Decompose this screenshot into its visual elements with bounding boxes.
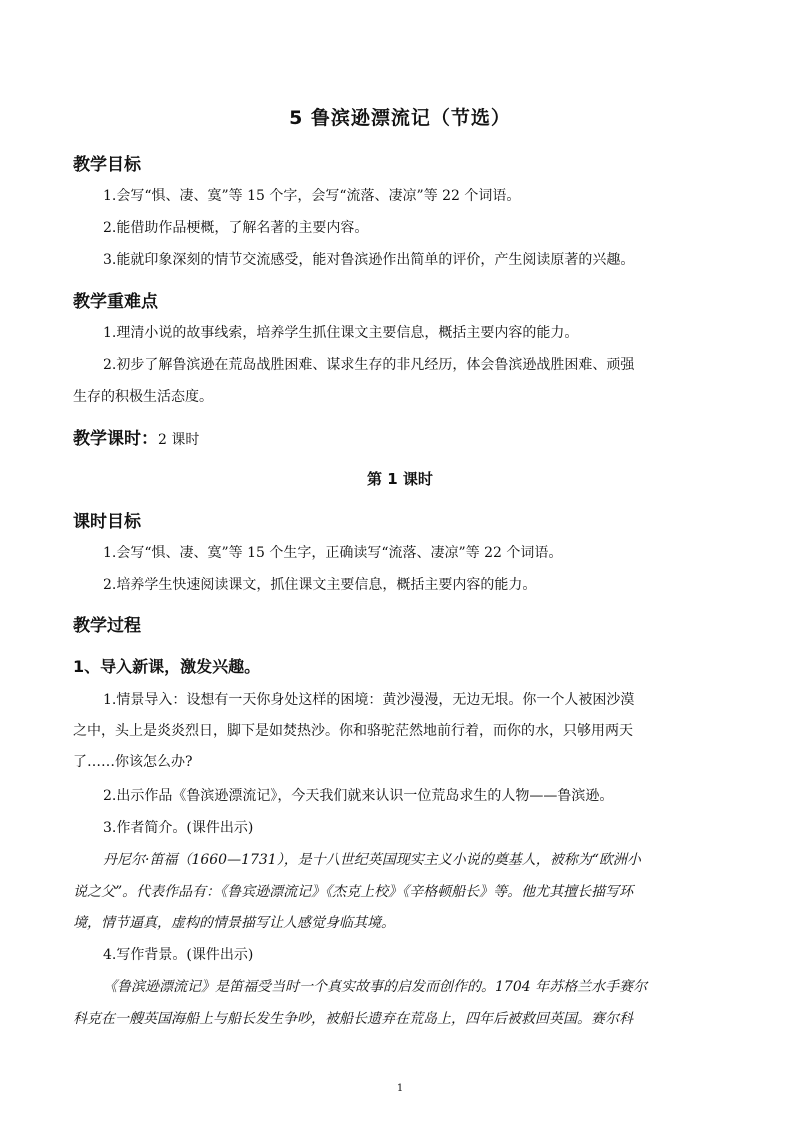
process-line-2: 之中，头上是炎炎烈日，脚下是如焚热沙。你和骆驼茫然地前行着，而你的水，只够用两天 <box>73 723 633 739</box>
process-line-1: 1.情景导入：设想有一天你身处这样的困境：黄沙漫漫，无边无垠。你一个人被困沙漠 <box>103 692 635 708</box>
hours-value: 2 课时 <box>158 432 200 448</box>
difficulty-item-2: 2.初步了解鲁滨逊在荒岛战胜困难、谋求生存的非凡经历，体会鲁滨逊战胜困难、顽强 <box>103 357 635 373</box>
goal-item-3: 3.能就印象深刻的情节交流感受，能对鲁滨逊作出简单的评价，产生阅读原著的兴趣。 <box>103 252 635 268</box>
process-line-6: 丹尼尔·笛福（1660—1731），是十八世纪英国现实主义小说的奠基人，被称为“欧洲小 <box>103 852 641 868</box>
difficulty-item-2-cont: 生存的积极生活态度。 <box>73 389 213 405</box>
lesson-goal-item-1: 1.会写“惧、凄、寞”等 15 个生字，正确读写“流落、凄凉”等 22 个词语。 <box>103 545 563 561</box>
document-title: 5 鲁滨逊漂流记（节选） <box>289 107 511 129</box>
process-line-5: 3.作者简介。(课件出示) <box>103 820 254 836</box>
hours-label: 教学课时： <box>73 429 158 449</box>
lesson-heading: 第 1 课时 <box>367 470 433 488</box>
section-heading-lesson-goals: 课时目标 <box>73 512 141 532</box>
process-line-7: 说之父”。代表作品有：《鲁宾逊漂流记》《杰克上校》《辛格顿船长》等。他尤其擅长描写环 <box>73 884 634 900</box>
section-heading-hours <box>73 424 199 449</box>
section-heading-goals: 教学目标 <box>73 155 141 175</box>
goal-item-1: 1.会写“惧、凄、寞”等 15 个字，会写“流落、凄凉”等 22 个词语。 <box>103 188 521 204</box>
process-line-10: 《鲁滨逊漂流记》是笛福受当时一个真实故事的启发而创作的。1704 年苏格兰水手赛尔 <box>103 979 648 995</box>
section-heading-process: 教学过程 <box>73 616 141 636</box>
process-line-9: 4.写作背景。(课件出示) <box>103 947 254 963</box>
process-line-4: 2.出示作品《鲁滨逊漂流记》，今天我们就来认识一位荒岛求生的人物——鲁滨逊。 <box>103 788 614 804</box>
lesson-goal-item-2: 2.培养学生快速阅读课文，抓住课文主要信息，概括主要内容的能力。 <box>103 577 537 593</box>
goal-item-2: 2.能借助作品梗概，了解名著的主要内容。 <box>103 220 369 236</box>
process-line-3: 了……你该怎么办? <box>73 754 193 770</box>
page-number: 1 <box>396 1083 404 1094</box>
process-line-11: 科克在一艘英国海船上与船长发生争吵，被船长遗弃在荒岛上，四年后被救回英国。赛尔科 <box>73 1011 633 1027</box>
process-line-8: 境，情节逼真，虚构的情景描写让人感觉身临其境。 <box>73 915 395 931</box>
difficulty-item-1: 1.理清小说的故事线索，培养学生抓住课文主要信息，概括主要内容的能力。 <box>103 325 579 341</box>
section-heading-difficulties: 教学重难点 <box>73 292 158 312</box>
process-step-heading: 1、导入新课，激发兴趣。 <box>73 657 261 676</box>
